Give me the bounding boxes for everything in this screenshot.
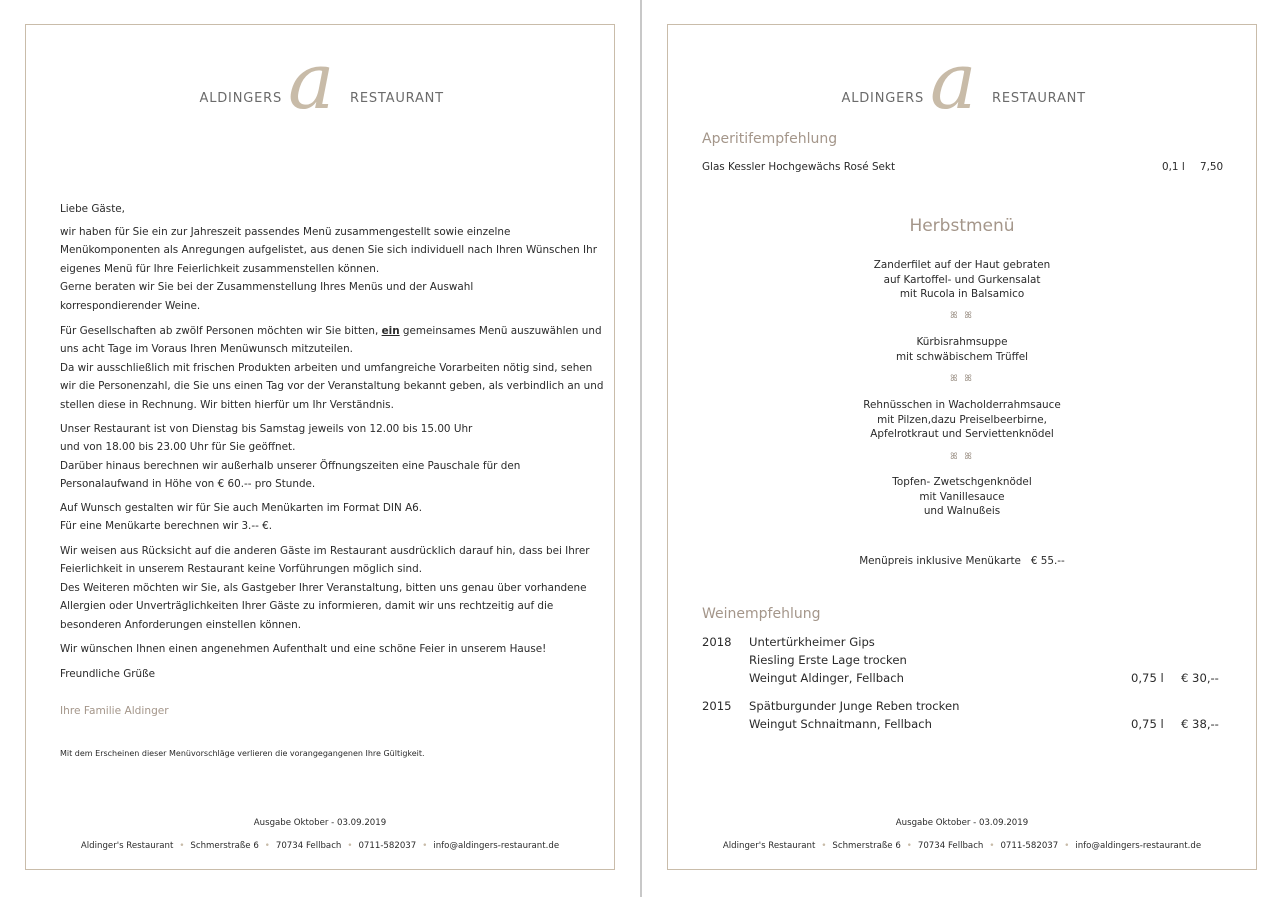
wine-year: 2015 bbox=[702, 699, 732, 713]
footer-separator: • bbox=[821, 841, 827, 851]
aperitif-heading: Aperitifempfehlung bbox=[702, 131, 838, 147]
footer-separator: • bbox=[179, 841, 185, 851]
letter-line: Allergien oder Unverträglichkeiten Ihrer Gäste zu informieren, damit wir uns rechtzeitig auf die bbox=[60, 600, 554, 613]
footer-separator: • bbox=[422, 841, 428, 851]
logo-mark: a bbox=[288, 37, 335, 127]
menu-course-2 bbox=[668, 335, 1256, 364]
letter-line: stellen diese in Rechnung. Wir bitten hierfür um Ihr Verständnis. bbox=[60, 398, 394, 411]
footer-street: Schmerstraße 6 bbox=[832, 841, 901, 851]
letter-line: Für eine Menükarte berechnen wir 3.-- €. bbox=[60, 520, 273, 533]
logo-right-word: RESTAURANT bbox=[992, 91, 1086, 106]
course-line: Apfelrotkraut und Serviettenknödel bbox=[870, 428, 1054, 440]
course-line: und Walnußeis bbox=[923, 505, 1001, 517]
restaurant-logo bbox=[668, 37, 1256, 127]
letter-line: Gerne beraten wir Sie bei der Zusammenstellung Ihres Menüs und der Auswahl bbox=[60, 281, 474, 294]
wine-amount: 0,75 l bbox=[1131, 717, 1164, 731]
edition-line: Ausgabe Oktober - 03.09.2019 bbox=[253, 818, 387, 828]
logo-right-word: RESTAURANT bbox=[350, 91, 444, 106]
menu-course-3 bbox=[668, 398, 1256, 442]
wine-heading: Weinempfehlung bbox=[702, 606, 821, 622]
letter-paragraph-2 bbox=[60, 322, 615, 414]
letter-line: Personalaufwand in Höhe von € 60.-- pro Stunde. bbox=[60, 478, 316, 491]
course-line: Zanderfilet auf der Haut gebraten bbox=[873, 259, 1051, 271]
letter-paragraph-1 bbox=[60, 223, 615, 315]
course-line: auf Kartoffel- und Gurkensalat bbox=[883, 273, 1041, 286]
footer-email: info@aldingers-restaurant.de bbox=[433, 841, 560, 851]
footer-separator: • bbox=[989, 841, 995, 851]
letter-line bbox=[60, 322, 615, 340]
ornament-divider: ꕤ ꕤ bbox=[950, 374, 974, 384]
letter-closing-block bbox=[60, 665, 615, 683]
letter-line: Darüber hinaus berechnen wir außerhalb unserer Öffnungszeiten eine Pauschale für den bbox=[60, 459, 521, 472]
letter-line: Des Weiteren möchten wir Sie, als Gastgeber Ihrer Veranstaltung, bitten uns genau über vorhandene bbox=[60, 581, 587, 594]
course-line: mit Pilzen,dazu Preiselbeerbirne, bbox=[877, 413, 1047, 426]
wine-price: € 30,-- bbox=[1181, 671, 1219, 685]
letter-paragraph-5 bbox=[60, 542, 615, 634]
letter-line: Unser Restaurant ist von Dienstag bis Samstag jeweils von 12.00 bis 15.00 Uhr bbox=[60, 423, 473, 435]
wine-line: Weingut Schnaitmann, Fellbach bbox=[749, 717, 932, 731]
footer-city: 70734 Fellbach bbox=[917, 841, 984, 851]
letter-paragraph-4 bbox=[60, 499, 615, 536]
letter-line: und von 18.00 bis 23.00 Uhr für Sie geöffnet. bbox=[60, 441, 296, 454]
footer-phone: 0711-582037 bbox=[358, 841, 417, 851]
course-line: mit Rucola in Balsamico bbox=[899, 288, 1025, 300]
letter-signature: Ihre Familie Aldinger bbox=[60, 705, 169, 717]
letter-greeting-block bbox=[60, 200, 615, 218]
letter-line: Da wir ausschließlich mit frischen Produkten arbeiten und umfangreiche Vorarbeiten nötig sind, sehen bbox=[60, 361, 593, 374]
letter-line: Wir weisen aus Rücksicht auf die anderen Gäste im Restaurant ausdrücklich darauf hin, dass bei Ihrer bbox=[60, 545, 590, 557]
ornament-divider: ꕤ ꕤ bbox=[950, 452, 974, 462]
logo-left-word: ALDINGERS bbox=[841, 91, 924, 106]
footer-email: info@aldingers-restaurant.de bbox=[1075, 841, 1202, 851]
restaurant-logo bbox=[26, 37, 614, 127]
footer-separator: • bbox=[347, 841, 353, 851]
contact-footer bbox=[26, 841, 614, 851]
letter-page bbox=[25, 24, 615, 870]
menu-heading: Herbstmenü bbox=[909, 216, 1015, 236]
contact-footer bbox=[668, 841, 1256, 851]
footer-phone: 0711-582037 bbox=[1000, 841, 1059, 851]
letter-greeting: Liebe Gäste, bbox=[60, 203, 125, 215]
menu-page bbox=[667, 24, 1257, 870]
ornament-divider: ꕤ ꕤ bbox=[950, 311, 974, 321]
letter-text: gemeinsames Menü auszuwählen und bbox=[399, 325, 602, 337]
footer-city: 70734 Fellbach bbox=[275, 841, 342, 851]
edition-line: Ausgabe Oktober - 03.09.2019 bbox=[895, 818, 1029, 828]
aperitif-price: 7,50 bbox=[1200, 161, 1224, 173]
footer-separator: • bbox=[906, 841, 912, 851]
letter-line: uns acht Tage im Voraus Ihren Menüwunsch mitzuteilen. bbox=[60, 343, 353, 356]
letter-line: wir haben für Sie ein zur Jahreszeit passendes Menü zusammengestellt sowie einzelne bbox=[60, 226, 511, 238]
wine-amount: 0,75 l bbox=[1131, 671, 1164, 685]
letter-closing: Freundliche Grüße bbox=[60, 668, 156, 680]
letter-text: Für Gesellschaften ab zwölf Personen möchten wir Sie bitten, bbox=[60, 325, 382, 337]
footer-separator: • bbox=[264, 841, 270, 851]
letter-line: Feierlichkeit in unserem Restaurant keine Vorführungen möglich sind. bbox=[60, 563, 423, 576]
letter-line: korrespondierender Weine. bbox=[60, 299, 201, 312]
wine-line: Untertürkheimer Gips bbox=[749, 635, 875, 649]
wine-line: Weingut Aldinger, Fellbach bbox=[749, 671, 904, 685]
wine-line: Riesling Erste Lage trocken bbox=[749, 653, 907, 667]
aperitif-item: Glas Kessler Hochgewächs Rosé Sekt bbox=[702, 161, 896, 173]
footer-name: Aldinger's Restaurant bbox=[80, 841, 174, 851]
course-line: Rehnüsschen in Wacholderrahmsauce bbox=[863, 399, 1061, 411]
course-line: mit schwäbischem Trüffel bbox=[895, 350, 1029, 363]
page-divider bbox=[640, 0, 642, 897]
letter-paragraph-6 bbox=[60, 640, 615, 658]
letter-line: Menükomponenten als Anregungen aufgelistet, aus denen Sie sich individuell nach Ihren Wünschen Ihr bbox=[60, 244, 597, 257]
footer-street: Schmerstraße 6 bbox=[190, 841, 259, 851]
logo-left-word: ALDINGERS bbox=[199, 91, 282, 106]
footer-separator: • bbox=[1064, 841, 1070, 851]
wine-price: € 38,-- bbox=[1181, 717, 1219, 731]
menu-course-1 bbox=[668, 258, 1256, 302]
footer-name: Aldinger's Restaurant bbox=[722, 841, 816, 851]
letter-line: besonderen Anforderungen einstellen können. bbox=[60, 618, 302, 631]
aperitif-amount: 0,1 l bbox=[1162, 161, 1185, 173]
menu-course-4 bbox=[668, 475, 1256, 519]
course-line: Topfen- Zwetschgenknödel bbox=[892, 476, 1032, 488]
wine-year: 2018 bbox=[702, 635, 732, 649]
validity-notice: Mit dem Erscheinen dieser Menüvorschläge verlieren die vorangegangenen Ihre Gültigkeit. bbox=[60, 749, 425, 758]
course-line: mit Vanillesauce bbox=[919, 490, 1005, 503]
wine-line: Spätburgunder Junge Reben trocken bbox=[749, 699, 960, 713]
logo-mark: a bbox=[930, 37, 977, 127]
letter-paragraph-3 bbox=[60, 420, 615, 494]
letter-line: Auf Wunsch gestalten wir für Sie auch Menükarten im Format DIN A6. bbox=[60, 502, 423, 514]
course-line: Kürbisrahmsuppe bbox=[916, 336, 1008, 348]
menu-price-line bbox=[668, 554, 1256, 569]
letter-line: Wir wünschen Ihnen einen angenehmen Aufenthalt und eine schöne Feier in unserem Hause! bbox=[60, 643, 547, 655]
menu-price-label: Menüpreis inklusive Menükarte bbox=[859, 555, 1021, 567]
letter-line: wir die Personenzahl, die Sie uns einen Tag vor der Veranstaltung bekannt geben, als verbindlich an und bbox=[60, 380, 604, 393]
letter-emphasis: ein bbox=[381, 325, 400, 337]
letter-line: eigenes Menü für Ihre Feierlichkeit zusammenstellen können. bbox=[60, 262, 380, 275]
menu-price: € 55.-- bbox=[1030, 555, 1065, 567]
